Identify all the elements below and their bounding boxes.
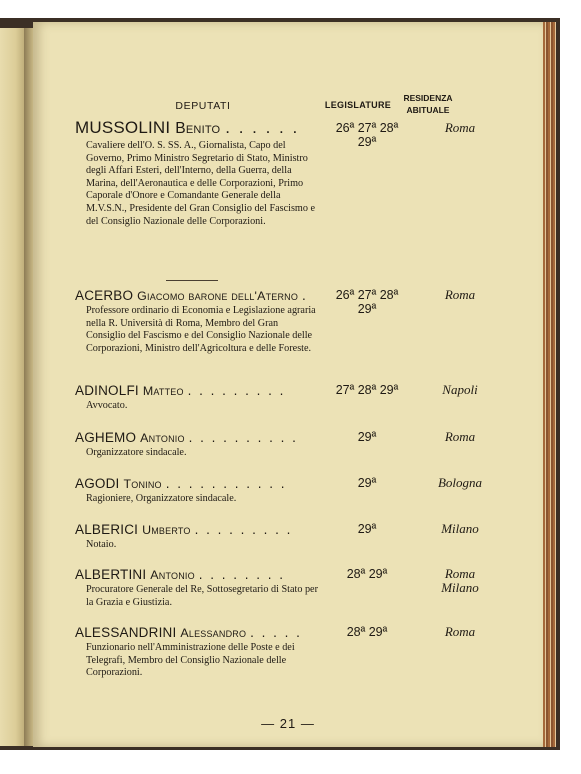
deputy-name: ALBERTINI Antonio . . . . . . . . — [75, 567, 286, 582]
deputy-residence: Roma — [444, 429, 476, 444]
deputy-residence: Roma — [444, 287, 476, 302]
deputy-legislature: 26ª 27ª 28ª 29ª — [335, 121, 399, 149]
deputy-legislature: 26ª 27ª 28ª 29ª — [335, 288, 399, 316]
deputy-residence: Bologna — [437, 475, 483, 490]
deputy-description: Professore ordinario di Economia e Legislazione agraria nella R. Università di Roma, Membro del Gran Consiglio del Fascismo e del Consiglio Nazionale delle Corporazioni, Ministro dell'Agricoltura e delle Foreste. — [86, 305, 316, 354]
deputy-entry-acerbo — [75, 288, 535, 355]
deputy-entry-mussolini — [75, 118, 535, 228]
deputy-legislature: 27ª 28ª 29ª — [335, 383, 399, 397]
deputy-description: Ragioniere, Organizzatore sindacale. — [86, 493, 237, 504]
deputy-residence: Milano — [441, 521, 479, 536]
deputy-name: AGODI Tonino . . . . . . . . . . . — [75, 476, 287, 491]
deputy-name: MUSSOLINI Benito . . . . . . — [75, 118, 300, 137]
deputy-entry-agodi — [75, 476, 535, 506]
deputy-legislature: 28ª 29ª — [346, 625, 388, 639]
deputy-entry-albertini — [75, 567, 535, 609]
column-header-deputati: DEPUTATI — [175, 100, 231, 112]
deputy-legislature: 28ª 29ª — [346, 567, 388, 581]
deputy-residence: Roma — [444, 120, 476, 135]
deputy-entry-alberici — [75, 522, 535, 552]
column-header-residenza: RESIDENZA ABITUALE — [403, 93, 453, 115]
deputy-name: AGHEMO Antonio . . . . . . . . . . — [75, 430, 298, 445]
deputy-description: Cavaliere dell'O. S. SS. A., Giornalista, Capo del Governo, Primo Ministro Segretario di Stato, Ministro degli Affari Esteri, dell'Interno, della Guerra, della Marina, dell'Aeronautica e delle Corporazioni, Primo Caporale d'Onore e Comandante Generale della M.V.S.N., Presidente del Gran Consiglio del Fascismo e del Consiglio Nazionale delle Corporazioni. — [86, 140, 316, 227]
deputy-description: Organizzatore sindacale. — [86, 447, 187, 458]
deputy-legislature: 29ª — [357, 522, 377, 536]
deputy-residence: Napoli — [442, 382, 478, 397]
deputy-description: Funzionario nell'Amministrazione delle Poste e dei Telegrafi, Membro del Consiglio Nazionale delle Corporazioni. — [86, 642, 295, 679]
deputy-legislature: 29ª — [357, 476, 377, 490]
deputy-legislature: 29ª — [357, 430, 377, 444]
page — [33, 22, 543, 747]
deputy-entry-alessandrini — [75, 625, 535, 680]
deputy-name: ALBERICI Umberto . . . . . . . . . — [75, 522, 293, 537]
deputy-name: ADINOLFI Matteo . . . . . . . . . — [75, 383, 286, 398]
deputy-description: Notaio. — [86, 539, 117, 550]
deputy-description: Avvocato. — [86, 400, 128, 411]
deputy-residence: Roma Milano — [441, 566, 479, 595]
deputy-entry-aghemo — [75, 430, 535, 460]
page-stack-edge — [543, 22, 556, 747]
deputy-name: ACERBO Giacomo barone dell'Aterno . — [75, 288, 308, 303]
deputy-description: Procuratore Generale del Re, Sottosegretario di Stato per la Grazia e Giustizia. — [86, 584, 318, 608]
column-header-legislature: LEGISLATURE — [324, 100, 392, 110]
deputy-entry-adinolfi — [75, 383, 535, 413]
section-divider — [166, 280, 218, 281]
page-number: — 21 — — [261, 716, 315, 731]
deputy-residence: Roma — [444, 624, 476, 639]
previous-page-edge — [0, 28, 26, 746]
deputy-name: ALESSANDRINI Alessandro . . . . . — [75, 625, 302, 640]
